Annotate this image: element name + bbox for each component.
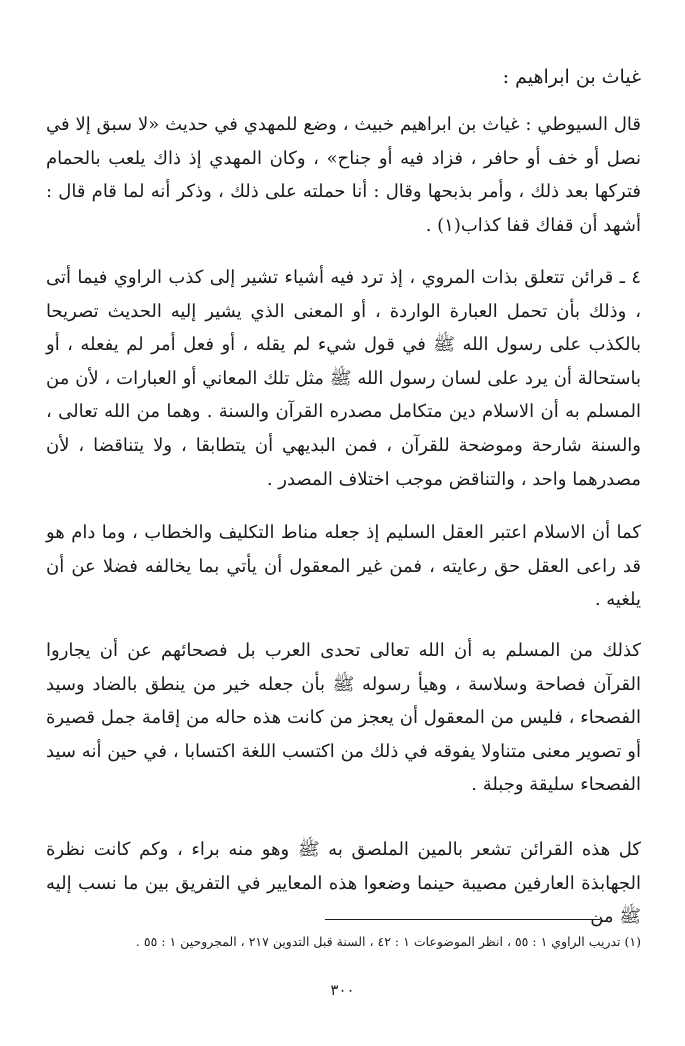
- page-number: ٣٠٠: [330, 981, 355, 999]
- paragraph-conclusion: كل هذه القرائن تشعر بالمين الملصق به ﷺ وهو منه براء ، وكم كانت نظرة الجهابذة العارفين مصيبة حينما وضعوا هذه المعايير في التفريق بين ما نسب إليه ﷺ من: [46, 839, 641, 928]
- paragraph-point-four: ٤ ـ قرائن تتعلق بذات المروي ، إذ ترد فيه أشياء تشير إلى كذب الراوي فيما أتى ، وذلك بأن تحمل العبارة الواردة ، أو المعنى الذي يشير إليه الحديث تصريحا بالكذب على رسول الله ﷺ في قول شيء لم يقله ، أو فعل أمر لم يفعله ، أو باستحالة أن يرد على لسان رسول الله ﷺ مثل تلك المعاني أو العبارات ، لأن من المسلم به أن الاسلام دين متكامل مصدره القرآن والسنة . وهما من الله تعالى ، والسنة شارحة وموضحة للقرآن ، فمن البديهي أن يتطابقا ، ولا يتناقضا ، لأن مصدرهما واحد ، والتناقض موجب اختلاف المصدر .: [46, 267, 642, 490]
- footnote: (١) تدريب الراوي ١ : ٥٥ ، انظر الموضوعات ١ : ٤٢ ، السنة قبل التدوين ٢١٧ ، المجروحين ١ : ٥٥ .: [135, 934, 641, 949]
- footnote-divider: [325, 919, 600, 920]
- paragraph-reason: كما أن الاسلام اعتبر العقل السليم إذ جعله مناط التكليف والخطاب ، وما دام هو قد راعى العقل حق رعايته ، فمن غير المعقول أن يأتي بما يخالفه فضلا عن أن يلغيه .: [46, 522, 641, 611]
- section-heading: غياث بن ابراهيم :: [502, 66, 641, 88]
- paragraph-eloquence: كذلك من المسلم به أن الله تعالى تحدى العرب بل فصحائهم عن أن يجاروا القرآن فصاحة وسلاسة ، وهيأ رسوله ﷺ بأن جعله خير من ينطق بالضاد وسيد الفصحاء ، فليس من المعقول أن يعجز من كانت هذه حاله من إقامة جمل قصيرة أو تصوير معنى متناولا يفوقه في ذلك من اكتسب اللغة اكتسابا ، في حين أنه سيد الفصحاء سليقة وجبلة .: [46, 640, 641, 796]
- paragraph-suyuti-quote: قال السيوطي : غياث بن ابراهيم خبيث ، وضع للمهدي في حديث «لا سبق إلا في نصل أو خف أو حافر ، فزاد فيه أو جناح» ، وكان المهدي إذ ذاك يلعب بالحمام فتركها بعد ذلك ، وأمر بذبحها وقال : أنا حملته على ذلك ، وذكر أنه لما قام قال : أشهد أن قفاك قفا كذاب(١) .: [46, 114, 641, 236]
